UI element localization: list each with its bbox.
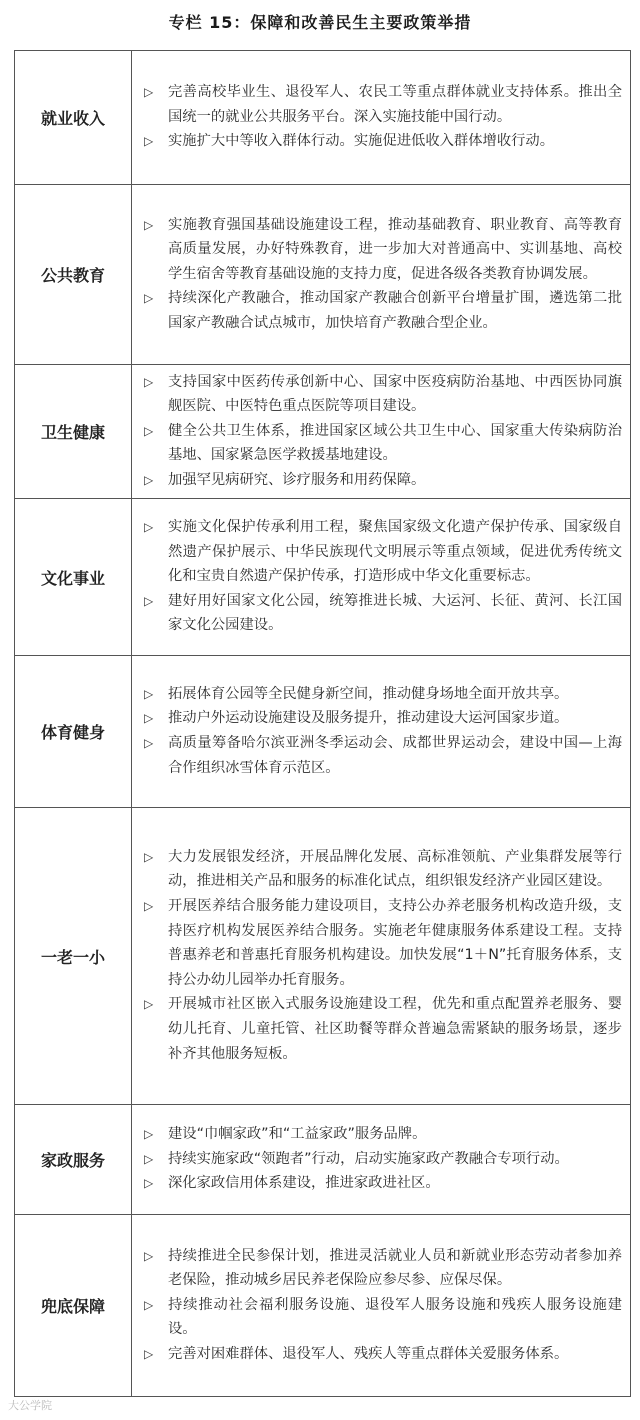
list-item [144, 589, 622, 638]
list-item [144, 706, 622, 731]
list-item [144, 731, 622, 780]
hollow-right-triangle-icon: ▷ [144, 997, 154, 1012]
measures-cell [132, 185, 631, 365]
list-item [144, 129, 622, 154]
category-label: 就业收入 [15, 51, 132, 185]
hollow-right-triangle-icon: ▷ [144, 1248, 154, 1263]
measure-text: 完善高校毕业生、退役军人、农民工等重点群体就业支持体系。推出全国统一的就业公共服务平台。深入实施技能中国行动。 [168, 84, 622, 125]
measure-text: 支持国家中医药传承创新中心、国家中医疫病防治基地、中西医协同旗舰医院、中医特色重点医院等项目建设。 [168, 373, 622, 415]
measure-text: 实施教育强国基础设施建设工程，推动基础教育、职业教育、高等教育高质量发展，办好特殊教育，进一步加大对普通高中、实训基地、高校学生宿舍等教育基础设施的支持力度，促进各级各类教育协调发展。 [168, 216, 622, 282]
hollow-right-triangle-icon: ▷ [144, 686, 154, 701]
hollow-right-triangle-icon: ▷ [144, 217, 154, 232]
policy-row [15, 51, 631, 185]
measure-text: 推动户外运动设施建设及服务提升，推动建设大运河国家步道。 [168, 710, 569, 727]
policy-row [15, 656, 631, 808]
policy-row [15, 185, 631, 365]
page-title: 专栏 15：保障和改善民生主要政策举措 [168, 13, 472, 32]
measure-text: 开展城市社区嵌入式服务设施建设工程，优先和重点配置养老服务、婴幼儿托育、儿童托管、社区助餐等群众普遍急需紧缺的服务场景，逐步补齐其他服务短板。 [168, 996, 622, 1062]
hollow-right-triangle-icon: ▷ [144, 85, 154, 100]
policy-row [15, 808, 631, 1105]
policy-row [15, 1215, 631, 1397]
measure-text: 持续推动社会福利服务设施、退役军人服务设施和残疾人服务设施建设。 [168, 1296, 622, 1338]
category-label: 兜底保障 [15, 1215, 132, 1397]
hollow-right-triangle-icon: ▷ [144, 374, 154, 389]
list-item [144, 419, 622, 468]
measure-text: 完善对困难群体、退役军人、残疾人等重点群体关爱服务体系。 [168, 1345, 569, 1362]
list-item [144, 1293, 622, 1342]
category-label: 体育健身 [15, 656, 132, 808]
policy-row [15, 499, 631, 656]
list-item [144, 468, 622, 493]
hollow-right-triangle-icon: ▷ [144, 899, 154, 914]
measure-text: 持续深化产教融合，推动国家产教融合创新平台增量扩围，遴选第二批国家产教融合试点城市，加快培育产教融合型企业。 [168, 290, 622, 331]
list-item [144, 1244, 622, 1293]
measure-text: 持续实施家政“领跑者”行动，启动实施家政产教融合专项行动。 [168, 1150, 569, 1167]
measure-text: 大力发展银发经济，开展品牌化发展、高标准领航、产业集群发展等行动，推进相关产品和服务的标准化试点，组织银发经济产业园区建设。 [168, 848, 622, 890]
measures-cell [132, 1215, 631, 1397]
hollow-right-triangle-icon: ▷ [144, 291, 154, 306]
measures-cell [132, 365, 631, 499]
measure-text: 健全公共卫生体系，推进国家区域公共卫生中心、国家重大传染病防治基地、国家紧急医学救援基地建设。 [168, 422, 622, 464]
category-label: 公共教育 [15, 185, 132, 365]
measures-cell [132, 51, 631, 185]
list-item [144, 845, 622, 894]
list-item [144, 682, 622, 707]
measure-text: 建设“巾帼家政”和“工益家政”服务品牌。 [168, 1126, 427, 1143]
watermark: 大公学院 [8, 1399, 52, 1412]
hollow-right-triangle-icon: ▷ [144, 472, 154, 487]
hollow-right-triangle-icon: ▷ [144, 134, 154, 149]
policy-row [15, 1105, 631, 1215]
list-item [144, 1122, 622, 1147]
measure-text: 开展医养结合服务能力建设项目，支持公办养老服务机构改造升级，支持医疗机构发展医养结合服务。实施老年健康服务体系建设工程。支持普惠养老和普惠托育服务机构建设。加快发展“1＋N”托育服务体系，支持公办幼儿园举办托育服务。 [168, 898, 622, 988]
category-label: 家政服务 [15, 1105, 132, 1215]
list-item [144, 286, 622, 335]
list-item [144, 370, 622, 419]
hollow-right-triangle-icon: ▷ [144, 1127, 154, 1142]
measure-text: 深化家政信用体系建设，推进家政进社区。 [168, 1175, 440, 1192]
measure-text: 建好用好国家文化公园，统筹推进长城、大运河、长征、黄河、长江国家文化公园建设。 [168, 592, 622, 634]
policy-table-body [15, 51, 631, 1397]
list-item [144, 213, 622, 287]
category-label: 一老一小 [15, 808, 132, 1105]
measure-text: 加强罕见病研究、诊疗服务和用药保障。 [168, 471, 426, 488]
list-item [144, 1171, 622, 1196]
measures-cell [132, 499, 631, 656]
measures-cell [132, 656, 631, 808]
hollow-right-triangle-icon: ▷ [144, 520, 154, 535]
policy-table [14, 50, 631, 1397]
hollow-right-triangle-icon: ▷ [144, 1297, 154, 1312]
measure-text: 高质量筹备哈尔滨亚洲冬季运动会、成都世界运动会，建设中国—上海合作组织冰雪体育示范区。 [168, 735, 622, 776]
measure-text: 实施扩大中等收入群体行动。实施促进低收入群体增收行动。 [168, 133, 555, 150]
list-item [144, 992, 622, 1066]
hollow-right-triangle-icon: ▷ [144, 1346, 154, 1361]
category-label: 卫生健康 [15, 365, 132, 499]
hollow-right-triangle-icon: ▷ [144, 849, 154, 864]
measure-text: 拓展体育公园等全民健身新空间，推动健身场地全面开放共享。 [168, 685, 569, 702]
category-label: 文化事业 [15, 499, 132, 656]
policy-row [15, 365, 631, 499]
measures-cell [132, 808, 631, 1105]
hollow-right-triangle-icon: ▷ [144, 711, 154, 726]
measure-text: 实施文化保护传承利用工程，聚焦国家级文化遗产保护传承、国家级自然遗产保护展示、中华民族现代文明展示等重点领域，促进优秀传统文化和宝贵自然遗产保护传承，打造形成中华文化重要标志。 [168, 519, 622, 585]
hollow-right-triangle-icon: ▷ [144, 1176, 154, 1191]
list-item [144, 515, 622, 589]
list-item [144, 1147, 622, 1172]
hollow-right-triangle-icon: ▷ [144, 1151, 154, 1166]
list-item [144, 894, 622, 992]
hollow-right-triangle-icon: ▷ [144, 593, 154, 608]
hollow-right-triangle-icon: ▷ [144, 423, 154, 438]
list-item [144, 80, 622, 129]
hollow-right-triangle-icon: ▷ [144, 736, 154, 750]
measures-cell [132, 1105, 631, 1215]
list-item [144, 1342, 622, 1367]
measure-text: 持续推进全民参保计划，推进灵活就业人员和新就业形态劳动者参加养老保险，推动城乡居民养老保险应参尽参、应保尽保。 [168, 1247, 622, 1289]
